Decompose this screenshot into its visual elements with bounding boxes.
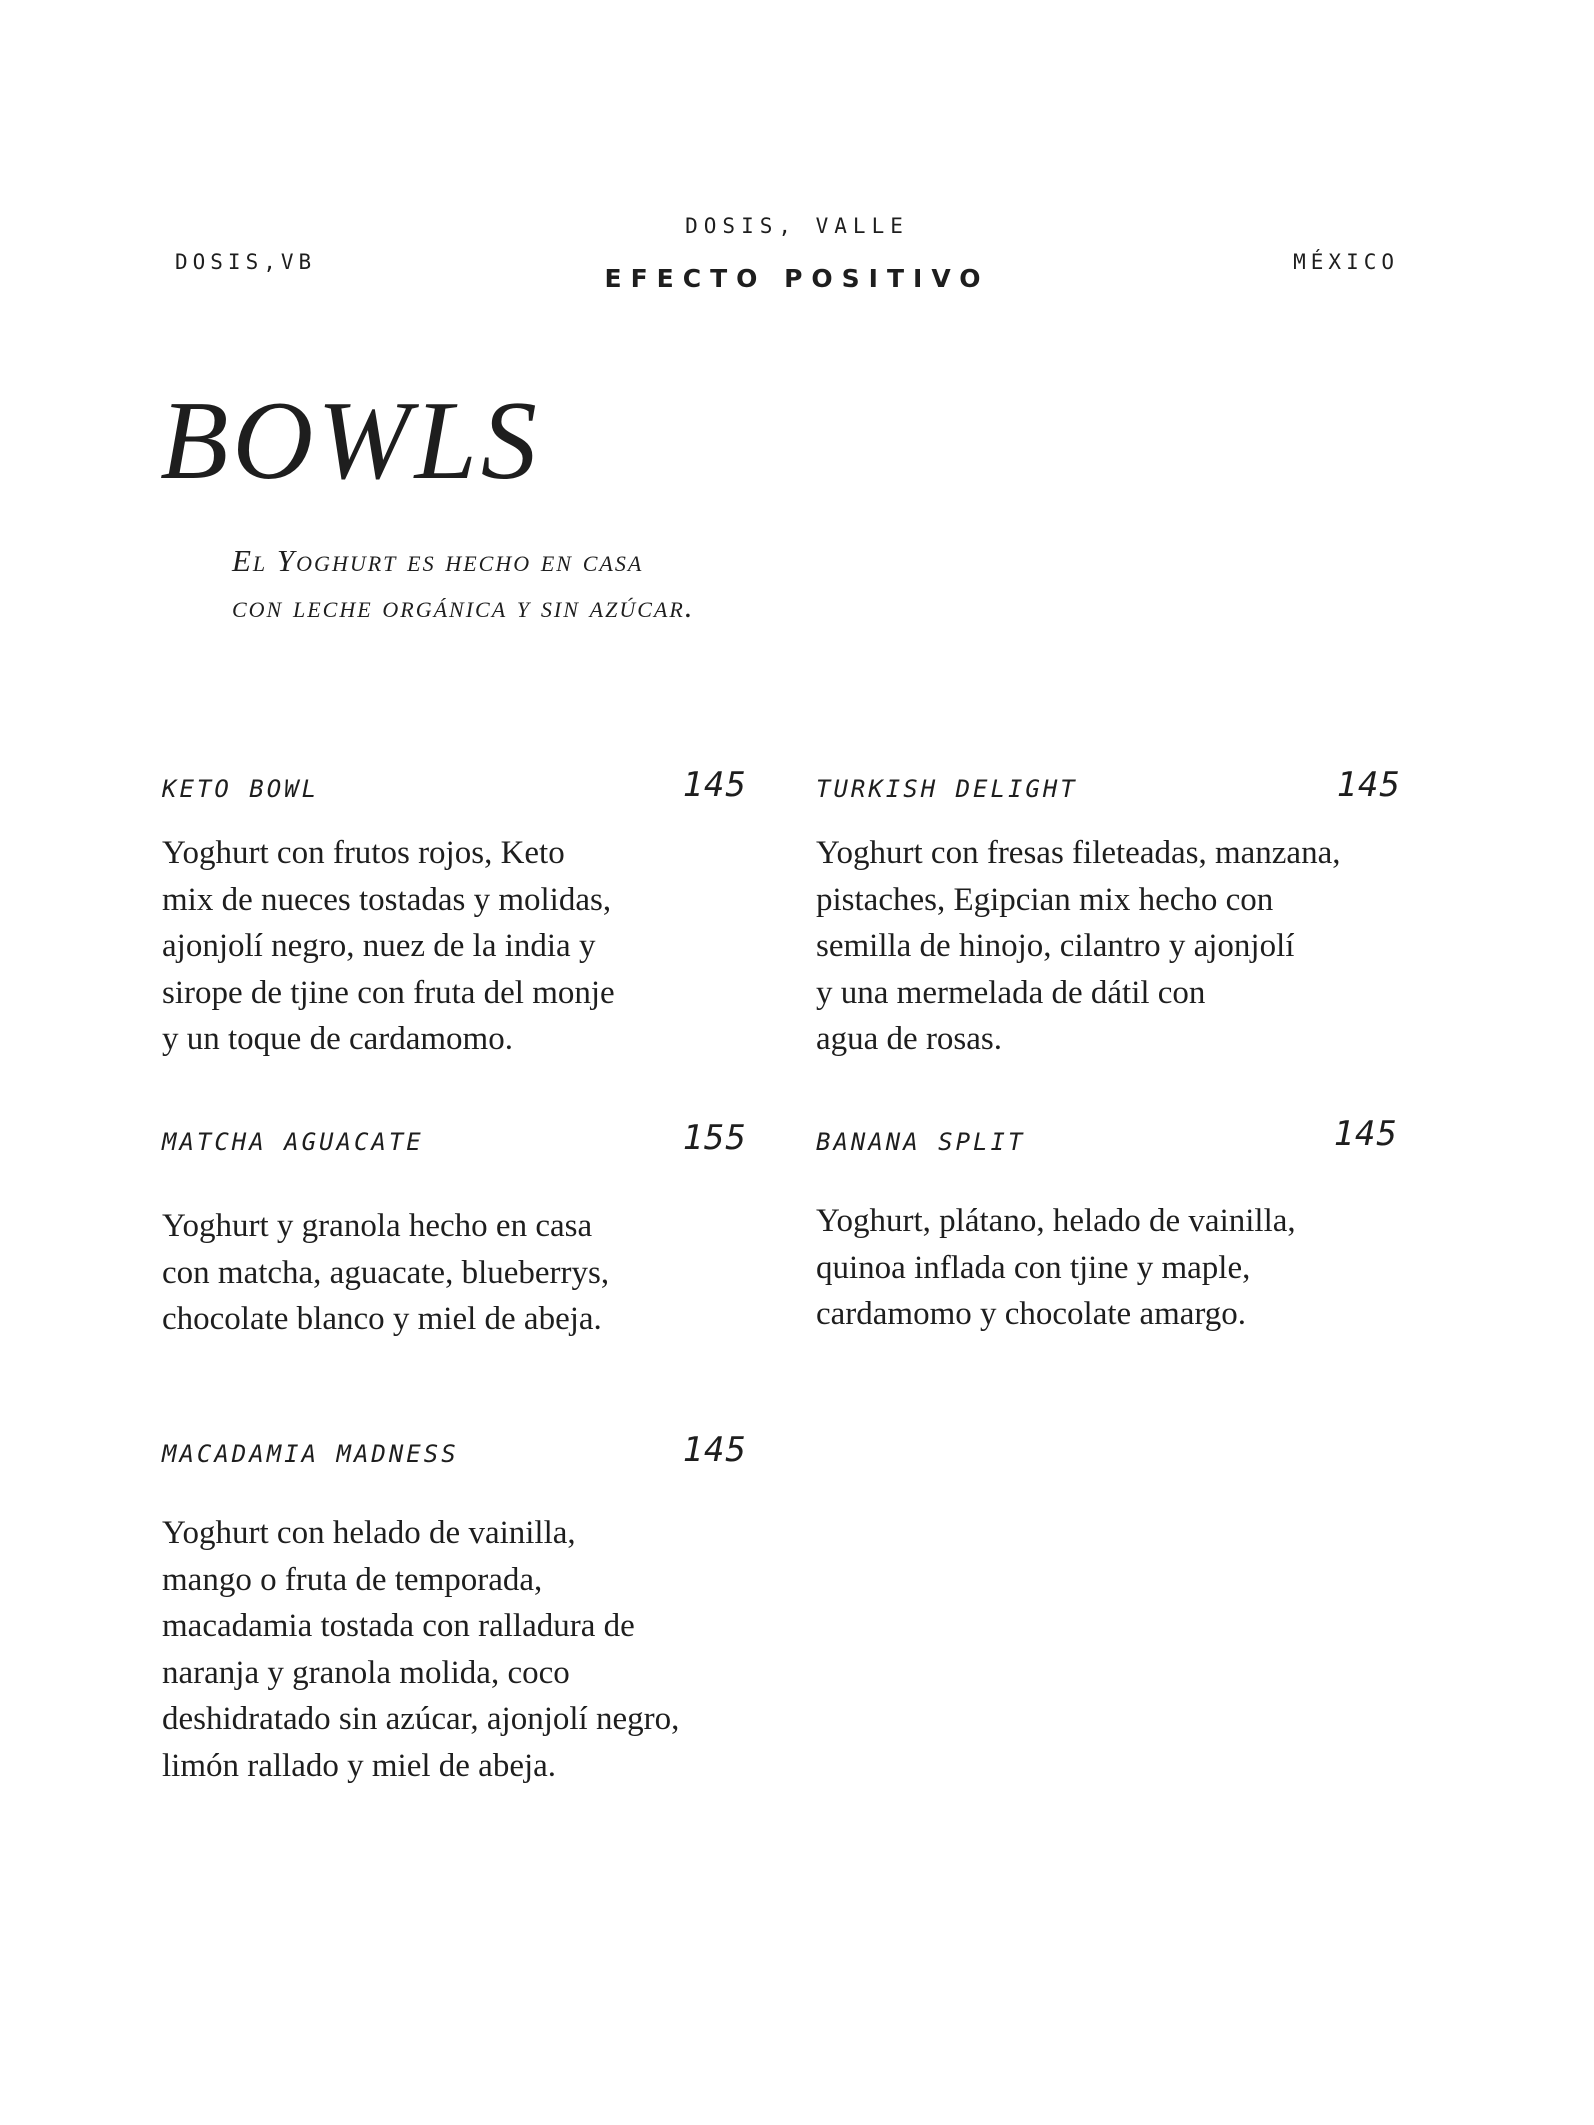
item-description [816,1198,1436,1338]
item-description [162,1510,782,1789]
item-name: KETO BOWL [162,775,320,803]
description-line: semilla de hinojo, cilantro y ajonjolí [816,928,1295,964]
description-line: agua de rosas. [816,1021,1003,1057]
description-line: cardamomo y chocolate amargo. [816,1296,1247,1332]
description-line: Yoghurt con fresas fileteadas, manzana, [816,835,1341,871]
item-name: TURKISH DELIGHT [816,775,1078,803]
description-line: mango o fruta de temporada, [162,1561,543,1598]
description-line: mix de nueces tostadas y molidas, [162,881,612,918]
subtitle-line: El Yoghurt es hecho en casa [232,543,644,578]
section-title: BOWLS [160,379,541,503]
description-line: sirope de tjine con fruta del monje [162,974,615,1011]
header-tagline: EFECTO POSITIVO [604,264,990,293]
subtitle-line: con leche orgánica y sin azúcar. [232,589,695,624]
item-description [162,830,782,1063]
description-line: Yoghurt y granola hecho en casa [162,1208,593,1244]
header-left-label: DOSIS,VB [175,250,317,274]
header-country: MÉXICO [1293,250,1399,274]
item-name: MATCHA AGUACATE [162,1128,424,1156]
description-line: ajonjolí negro, nuez de la india y [162,928,596,964]
item-price: 145 [682,765,747,805]
item-name: BANANA SPLIT [816,1128,1026,1156]
item-description [816,830,1436,1063]
description-line: Yoghurt, plátano, helado de vainilla, [816,1203,1296,1239]
section-subtitle [232,538,695,630]
description-line: deshidratado sin azúcar, ajonjolí negro, [162,1701,680,1737]
description-line: Yoghurt con helado de vainilla, [162,1515,576,1551]
item-price: 145 [1336,765,1401,805]
description-line: Yoghurt con frutos rojos, Keto [162,835,565,871]
description-line: quinoa inflada con tjine y maple, [816,1249,1251,1286]
description-line: limón rallado y miel de abeja. [162,1747,557,1784]
description-line: pistaches, Egipcian mix hecho con [816,881,1274,918]
item-price: 145 [682,1430,747,1470]
header-location: DOSIS, VALLE [685,214,909,238]
description-line: naranja y granola molida, coco [162,1654,570,1691]
item-price: 155 [682,1118,747,1158]
description-line: chocolate blanco y miel de abeja. [162,1301,602,1337]
item-description [162,1203,782,1343]
item-price: 145 [1333,1114,1398,1154]
description-line: con matcha, aguacate, blueberrys, [162,1254,610,1291]
item-name: MACADAMIA MADNESS [162,1440,459,1468]
description-line: y un toque de cardamomo. [162,1021,513,1057]
description-line: y una mermelada de dátil con [816,974,1206,1011]
description-line: macadamia tostada con ralladura de [162,1608,635,1644]
